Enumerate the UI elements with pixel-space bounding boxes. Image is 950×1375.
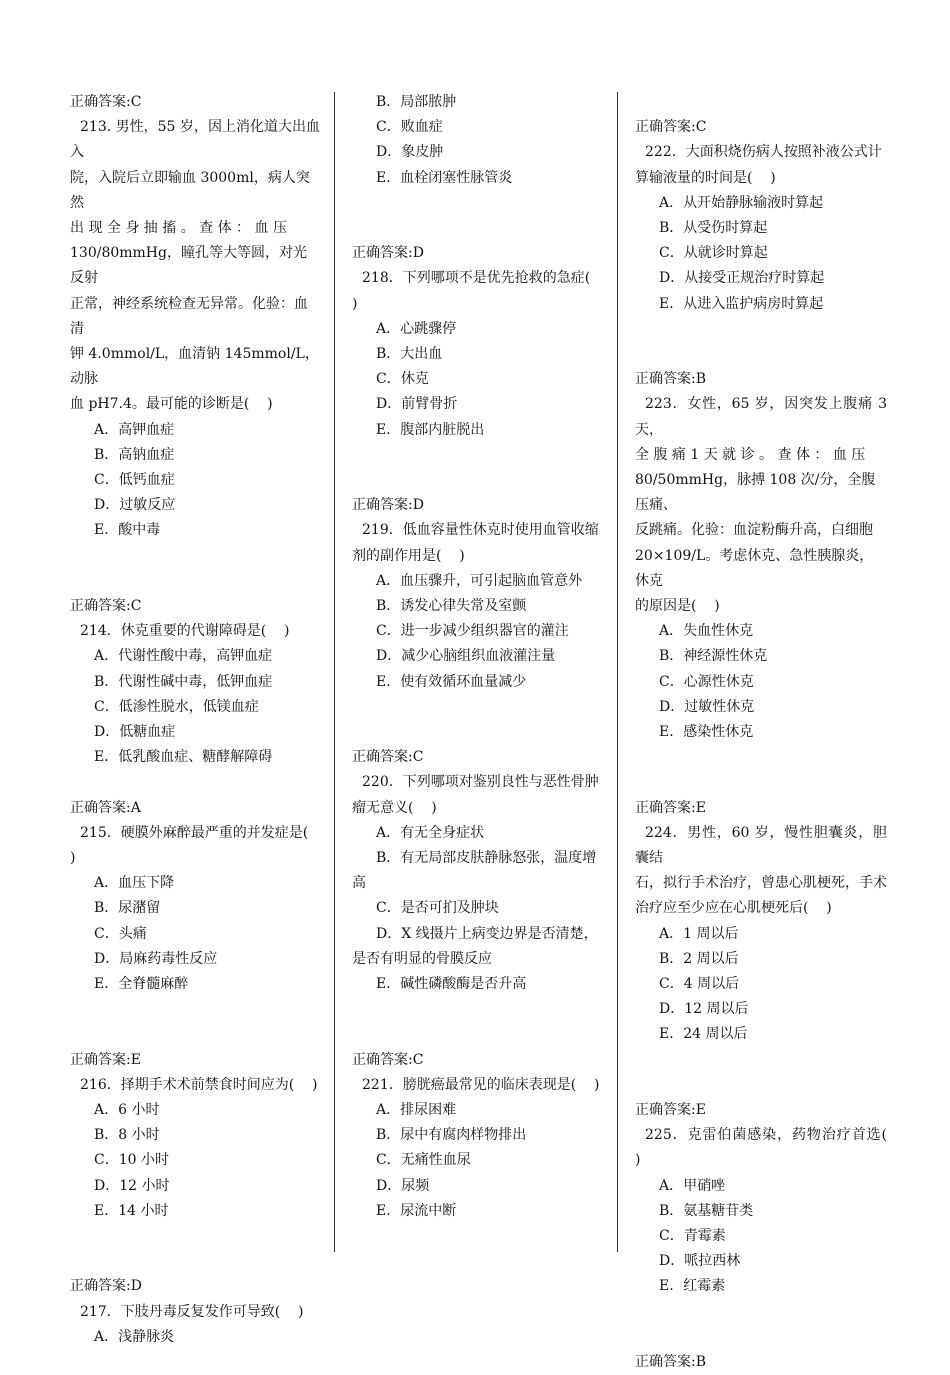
option-item: C．低渗性脱水，低镁血症: [94, 698, 259, 715]
option-list: [352, 569, 604, 695]
option-item: C．青霉素: [659, 1228, 726, 1245]
column-divider-1: [334, 92, 335, 1252]
spacer: [635, 745, 887, 795]
question-stem: [352, 770, 604, 820]
text-line: 80/50mmHg，脉搏 108 次/分，全腹压痛、: [635, 472, 876, 514]
option-list: [352, 896, 604, 946]
spacer: [635, 1300, 887, 1350]
correct-answer: 正确答案:B: [635, 1354, 707, 1371]
text-line: 反跳痛。化验：血淀粉酶升高，白细胞: [635, 522, 873, 539]
option-item: C．休克: [376, 371, 429, 388]
option-item: A．浅静脉炎: [94, 1328, 175, 1345]
option-item: B．诱发心律失常及室颤: [376, 598, 527, 615]
option-item: D．前臂骨折: [376, 396, 458, 413]
option-item: C．败血症: [376, 119, 443, 136]
correct-answer: 正确答案:E: [70, 1051, 141, 1068]
option-item: B．大出血: [376, 346, 443, 363]
option-item: C．头痛: [94, 925, 147, 942]
correct-answer: 正确答案:D: [352, 245, 424, 262]
text-line: 218．下列哪项不是优先抢救的急症(: [362, 270, 591, 287]
text-line: 出 现 全 身 抽 搐 。 查 体 ： 血 压: [70, 220, 287, 237]
option-item: D．哌拉西林: [659, 1253, 741, 1270]
option-item: B．2 周以后: [659, 950, 739, 967]
option-item: E．使有效循环血量减少: [376, 673, 527, 690]
option-item: C．无痛性血尿: [376, 1152, 471, 1169]
option-item: E．红霉素: [659, 1278, 726, 1295]
text-line: 217．下肢丹毒反复发作可导致( ): [80, 1303, 304, 1320]
column-divider-2: [617, 92, 618, 1252]
correct-answer: 正确答案:E: [635, 799, 706, 816]
option-item: A．失血性休克: [659, 623, 754, 640]
question-stem: [70, 115, 320, 417]
option-list: [635, 191, 887, 317]
option-item: A．心跳骤停: [376, 320, 457, 337]
option-item: D．过敏反应: [94, 497, 176, 514]
option-list: [70, 644, 320, 770]
continuation-text: [352, 947, 604, 972]
option-item: E．腹部内脏脱出: [376, 421, 485, 438]
option-item: C．心源性休克: [659, 673, 754, 690]
option-item: D．X 线摄片上病变边界是否清楚，: [376, 925, 598, 942]
question-stem: [352, 518, 604, 568]
text-line: 220．下列哪项对鉴别良性与恶性骨肿: [362, 774, 599, 791]
option-item: E．24 周以后: [659, 1026, 748, 1043]
option-item: D．12 小时: [94, 1177, 170, 1194]
option-item: E．14 小时: [94, 1202, 169, 1219]
option-item: A．6 小时: [94, 1102, 160, 1119]
text-line: 剂的副作用是( ): [352, 547, 465, 564]
text-line: 院，入院后立即输血 3000ml，病人突然: [70, 169, 310, 211]
option-item: D．过敏性休克: [659, 698, 755, 715]
correct-answer: 正确答案:A: [70, 799, 141, 816]
question-stem: [635, 140, 887, 190]
spacer: [352, 191, 604, 241]
option-item: B．神经源性休克: [659, 648, 768, 665]
option-item: E．碱性磷酸酶是否升高: [376, 976, 527, 993]
spacer: [70, 544, 320, 594]
text-line: 瘤无意义( ): [352, 799, 437, 816]
text-line: 高: [352, 875, 366, 892]
spacer: [70, 1224, 320, 1274]
question-stem: [352, 1073, 604, 1098]
option-item: D．象皮肿: [376, 144, 444, 161]
text-line: 224．男性，60 岁，慢性胆囊炎，胆囊结: [635, 824, 887, 867]
correct-answer: 正确答案:E: [635, 1102, 706, 1119]
text-line: 石，拟行手术治疗，曾患心肌梗死，手术: [635, 875, 887, 892]
option-item: E．尿流中断: [376, 1202, 457, 1219]
option-item: C．是否可扪及肿块: [376, 900, 499, 917]
option-item: C．从就诊时算起: [659, 245, 768, 262]
option-item: C．进一步减少组织器官的灌注: [376, 623, 569, 640]
text-line: 钾 4.0mmol/L，血清钠 145mmol/L，动脉: [70, 346, 319, 388]
option-list: [70, 871, 320, 997]
text-line: 的原因是( ): [635, 598, 720, 615]
option-item: E．全脊髓麻醉: [94, 976, 189, 993]
option-list: [352, 317, 604, 443]
correct-answer: 正确答案:C: [352, 1051, 424, 1068]
option-list: [70, 418, 320, 544]
correct-answer: 正确答案:D: [70, 1278, 142, 1295]
question-stem: [70, 821, 320, 871]
text-line: 225．克雷伯菌感染，药物治疗首选( ): [635, 1127, 905, 1169]
text-line: 215．硬膜外麻醉最严重的并发症是(: [80, 824, 309, 841]
option-item: C．低钙血症: [94, 472, 175, 489]
spacer: [635, 90, 887, 115]
option-list: [70, 1098, 320, 1224]
question-stem: [70, 619, 320, 644]
correct-answer: 正确答案:B: [635, 371, 707, 388]
option-item: B．从受伤时算起: [659, 220, 768, 236]
text-line: 治疗应至少应在心肌梗死后( ): [635, 900, 832, 917]
option-item: A．从开始静脉输液时算起: [659, 194, 824, 211]
column-2: [352, 90, 604, 1224]
option-item: E．酸中毒: [94, 522, 161, 539]
spacer: [635, 1048, 887, 1098]
option-item: D．减少心脑组织血液灌注量: [376, 648, 556, 665]
text-line: 20×109/L。考虑休克、急性胰腺炎，休克: [635, 547, 874, 589]
option-list: [352, 90, 604, 191]
correct-answer: 正确答案:C: [352, 749, 424, 766]
spacer: [352, 997, 604, 1047]
spacer: [70, 997, 320, 1047]
text-line: 正常，神经系统检查无异常。化验：血清: [70, 295, 308, 337]
text-line: 213. 男性，55 岁，因上消化道大出血入: [70, 119, 320, 161]
option-item: A．甲硝唑: [659, 1177, 726, 1194]
option-item: E．从进入监护病房时算起: [659, 295, 824, 312]
option-item: B．尿中有腐肉样物排出: [376, 1127, 527, 1144]
text-line: 216．择期手术术前禁食时间应为( ): [80, 1076, 318, 1093]
option-item: B．局部脓肿: [376, 94, 457, 110]
option-item: C．4 周以后: [659, 976, 740, 993]
option-list: [352, 1098, 604, 1224]
column-1: [70, 90, 320, 1350]
option-item: A．排尿困难: [376, 1102, 457, 1119]
correct-answer: 正确答案:C: [635, 119, 707, 136]
text-line: 221．膀胱癌最常见的临床表现是( ): [362, 1076, 600, 1093]
question-stem: [635, 392, 892, 619]
option-item: D．尿频: [376, 1177, 430, 1194]
option-item: D．局麻药毒性反应: [94, 950, 218, 967]
text-line: 是否有明显的骨膜反应: [352, 950, 492, 967]
text-line: 算输液量的时间是( ): [635, 169, 776, 186]
text-line: 全 腹 痛 1 天 就 诊 。 查 体 ： 血 压: [635, 446, 866, 463]
spacer: [352, 695, 604, 745]
option-item: B．8 小时: [94, 1127, 160, 1144]
question-stem: [635, 1123, 905, 1173]
option-item: B．氨基糖苷类: [659, 1202, 754, 1219]
option-list: [352, 821, 604, 871]
spacer: [635, 317, 887, 367]
option-item: D．从接受正规治疗时算起: [659, 270, 825, 287]
text-line: 血 pH7.4。最可能的诊断是( ): [70, 396, 273, 413]
text-line: 214．休克重要的代谢障碍是( ): [80, 623, 290, 640]
text-line: 219．低血容量性休克时使用血管收缩: [362, 522, 599, 539]
correct-answer: 正确答案:C: [70, 598, 142, 615]
column-3: [635, 90, 905, 1375]
spacer: [352, 443, 604, 493]
question-stem: [70, 1073, 320, 1098]
option-list: [635, 619, 887, 745]
option-item: A．血压骤升，可引起脑血管意外: [376, 572, 583, 589]
text-line: ): [352, 295, 358, 312]
text-line: 130/80mmHg，瞳孔等大等圆，对光反射: [70, 245, 307, 287]
question-stem: [70, 1300, 320, 1325]
option-item: A．代谢性酸中毒，高钾血症: [94, 648, 273, 665]
option-list: [635, 1174, 887, 1300]
option-item: B．尿潴留: [94, 900, 161, 917]
option-item: B．高钠血症: [94, 446, 175, 463]
spacer: [70, 770, 320, 795]
text-line: 222．大面积烧伤病人按照补液公式计: [645, 144, 882, 161]
correct-answer: 正确答案:D: [352, 497, 424, 514]
option-item: A．1 周以后: [659, 925, 739, 942]
option-list: [70, 1325, 320, 1350]
text-line: 223．女性，65 岁，因突发上腹痛 3 天，: [635, 396, 892, 438]
option-item: E．低乳酸血症、糖酵解障碍: [94, 749, 273, 766]
option-item: A．有无全身症状: [376, 824, 485, 841]
option-item: D．低糖血症: [94, 724, 176, 741]
option-item: E．感染性休克: [659, 724, 754, 741]
option-item: E．血栓闭塞性脉管炎: [376, 169, 513, 186]
option-item: A．高钾血症: [94, 421, 175, 438]
question-stem: [635, 821, 887, 922]
continuation-text: [352, 871, 604, 896]
option-item: C．10 小时: [94, 1152, 169, 1169]
option-list: [352, 972, 604, 997]
question-stem: [352, 266, 604, 316]
option-list: [635, 922, 887, 1048]
correct-answer: 正确答案:C: [70, 94, 142, 110]
text-line: ): [70, 850, 76, 867]
option-item: D．12 周以后: [659, 1001, 749, 1018]
option-item: B．有无局部皮肤静脉怒张，温度增: [376, 850, 597, 867]
option-item: B．代谢性碱中毒，低钾血症: [94, 673, 273, 690]
option-item: A．血压下降: [94, 875, 175, 892]
